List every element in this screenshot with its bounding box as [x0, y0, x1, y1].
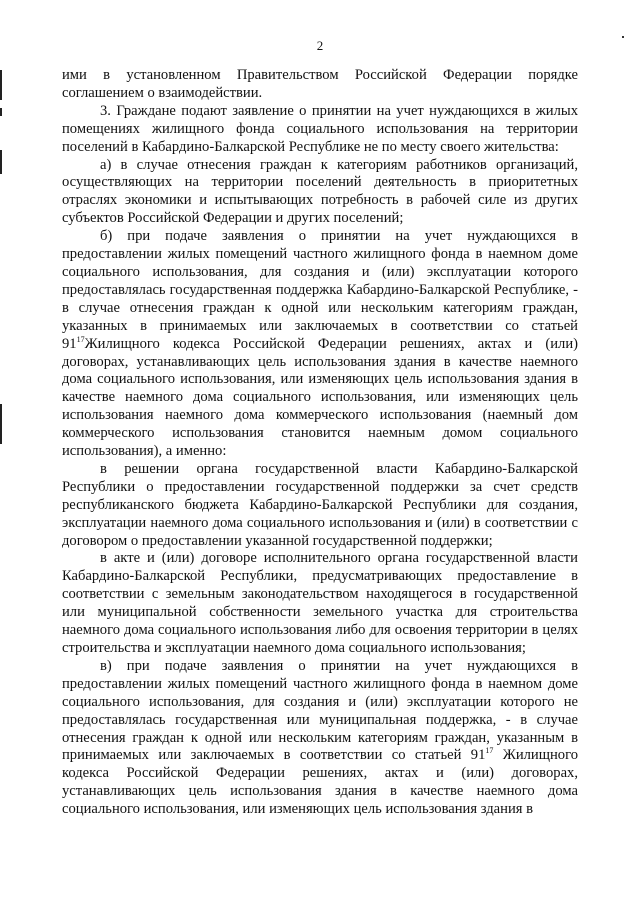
scan-edge-mark [0, 404, 2, 444]
paragraph: а) в случае отнесения граждан к категориям работников организаций, осуществляющих на территории поселений деятельность в приоритетных отраслях экономики и испытывающих потребность в рабочей силе из других субъектов Российской Федерации и других поселений; [62, 156, 578, 227]
paragraph-text: в) при подаче заявления о принятии на учет нуждающихся в предоставлении жилых помещений частного жилищного фонда в наемном доме социального использования, для создания и (или) эксплуатации которого не предоставлялась государственная или муниципальная поддержка, - в случае отнесения граждан к одной или нескольким категориям граждан, указанным в принимаемых или заключаемых в соответствии со статьей 91 [62, 657, 578, 764]
paragraph [62, 658, 578, 819]
paragraph: в решении органа государственной власти Кабардино-Балкарской Республики о предоставлении государственной поддержки за счет средств республиканского бюджета Кабардино-Балкарской Республики для создания, эксплуатации наемного дома социального использования и (или) в соответствии с договором о предоставлении указанной государственной поддержки; [62, 460, 578, 549]
paragraph: в акте и (или) договоре исполнительного органа государственной власти Кабардино-Балкарской Республики, предусматривающих предоставление в соответствии с земельным законодательством находящегося в государственной или муниципальной собственности земельного участка для строительства наемного дома социального использования либо для освоения территории в целях строительства и эксплуатации наемного дома социального использования; [62, 550, 578, 656]
document-body [62, 67, 578, 819]
paragraph: 3. Граждане подают заявление о принятии на учет нуждающихся в жилых помещениях жилищного фонда социального использования на территории поселений в Кабардино-Балкарской Республике не по месту своего жительства: [62, 102, 578, 155]
paragraph-text: б) при подаче заявления о принятии на учет нуждающихся в предоставлении жилых помещений частного жилищного фонда в наемном доме социального использования, для создания и (или) эксплуатации которого предоставлялась государственная поддержка Кабардино-Балкарской Республике, - в случае отнесения граждан к одной или нескольким категориям граждан, указанных в принимаемых или заключаемых в соответствии со статьей 91 [62, 228, 578, 352]
scan-edge-mark [0, 108, 2, 116]
article-superscript: 17 [76, 334, 85, 344]
page-number: 2 [316, 38, 324, 53]
paragraph-text: Жилищного кодекса Российской Федерации решениях, актах и (или) договорах, устанавливающих цель использования здания в качестве наемного дома социального использования, или изменяющих цель использования здания в качестве наемного дома социального использования, или изменяющих цель использования наемного дома коммерческого использования (наемный дом коммерческого использования становится наемным домом социального использования), а именно: [62, 335, 578, 460]
article-superscript: 17 [485, 746, 494, 756]
paragraph: ими в установленном Правительством Российской Федерации порядке соглашением о взаимодействии. [62, 67, 578, 101]
scan-edge-mark [0, 70, 2, 100]
scan-edge-mark [0, 150, 2, 174]
paragraph-text: Жилищного кодекса Российской Федерации решениях, актах и (или) договорах, устанавливающих цель использования здания в качестве наемного дома социального использования, или изменяющих цель использования здания в [62, 747, 579, 818]
paragraph [62, 228, 578, 461]
